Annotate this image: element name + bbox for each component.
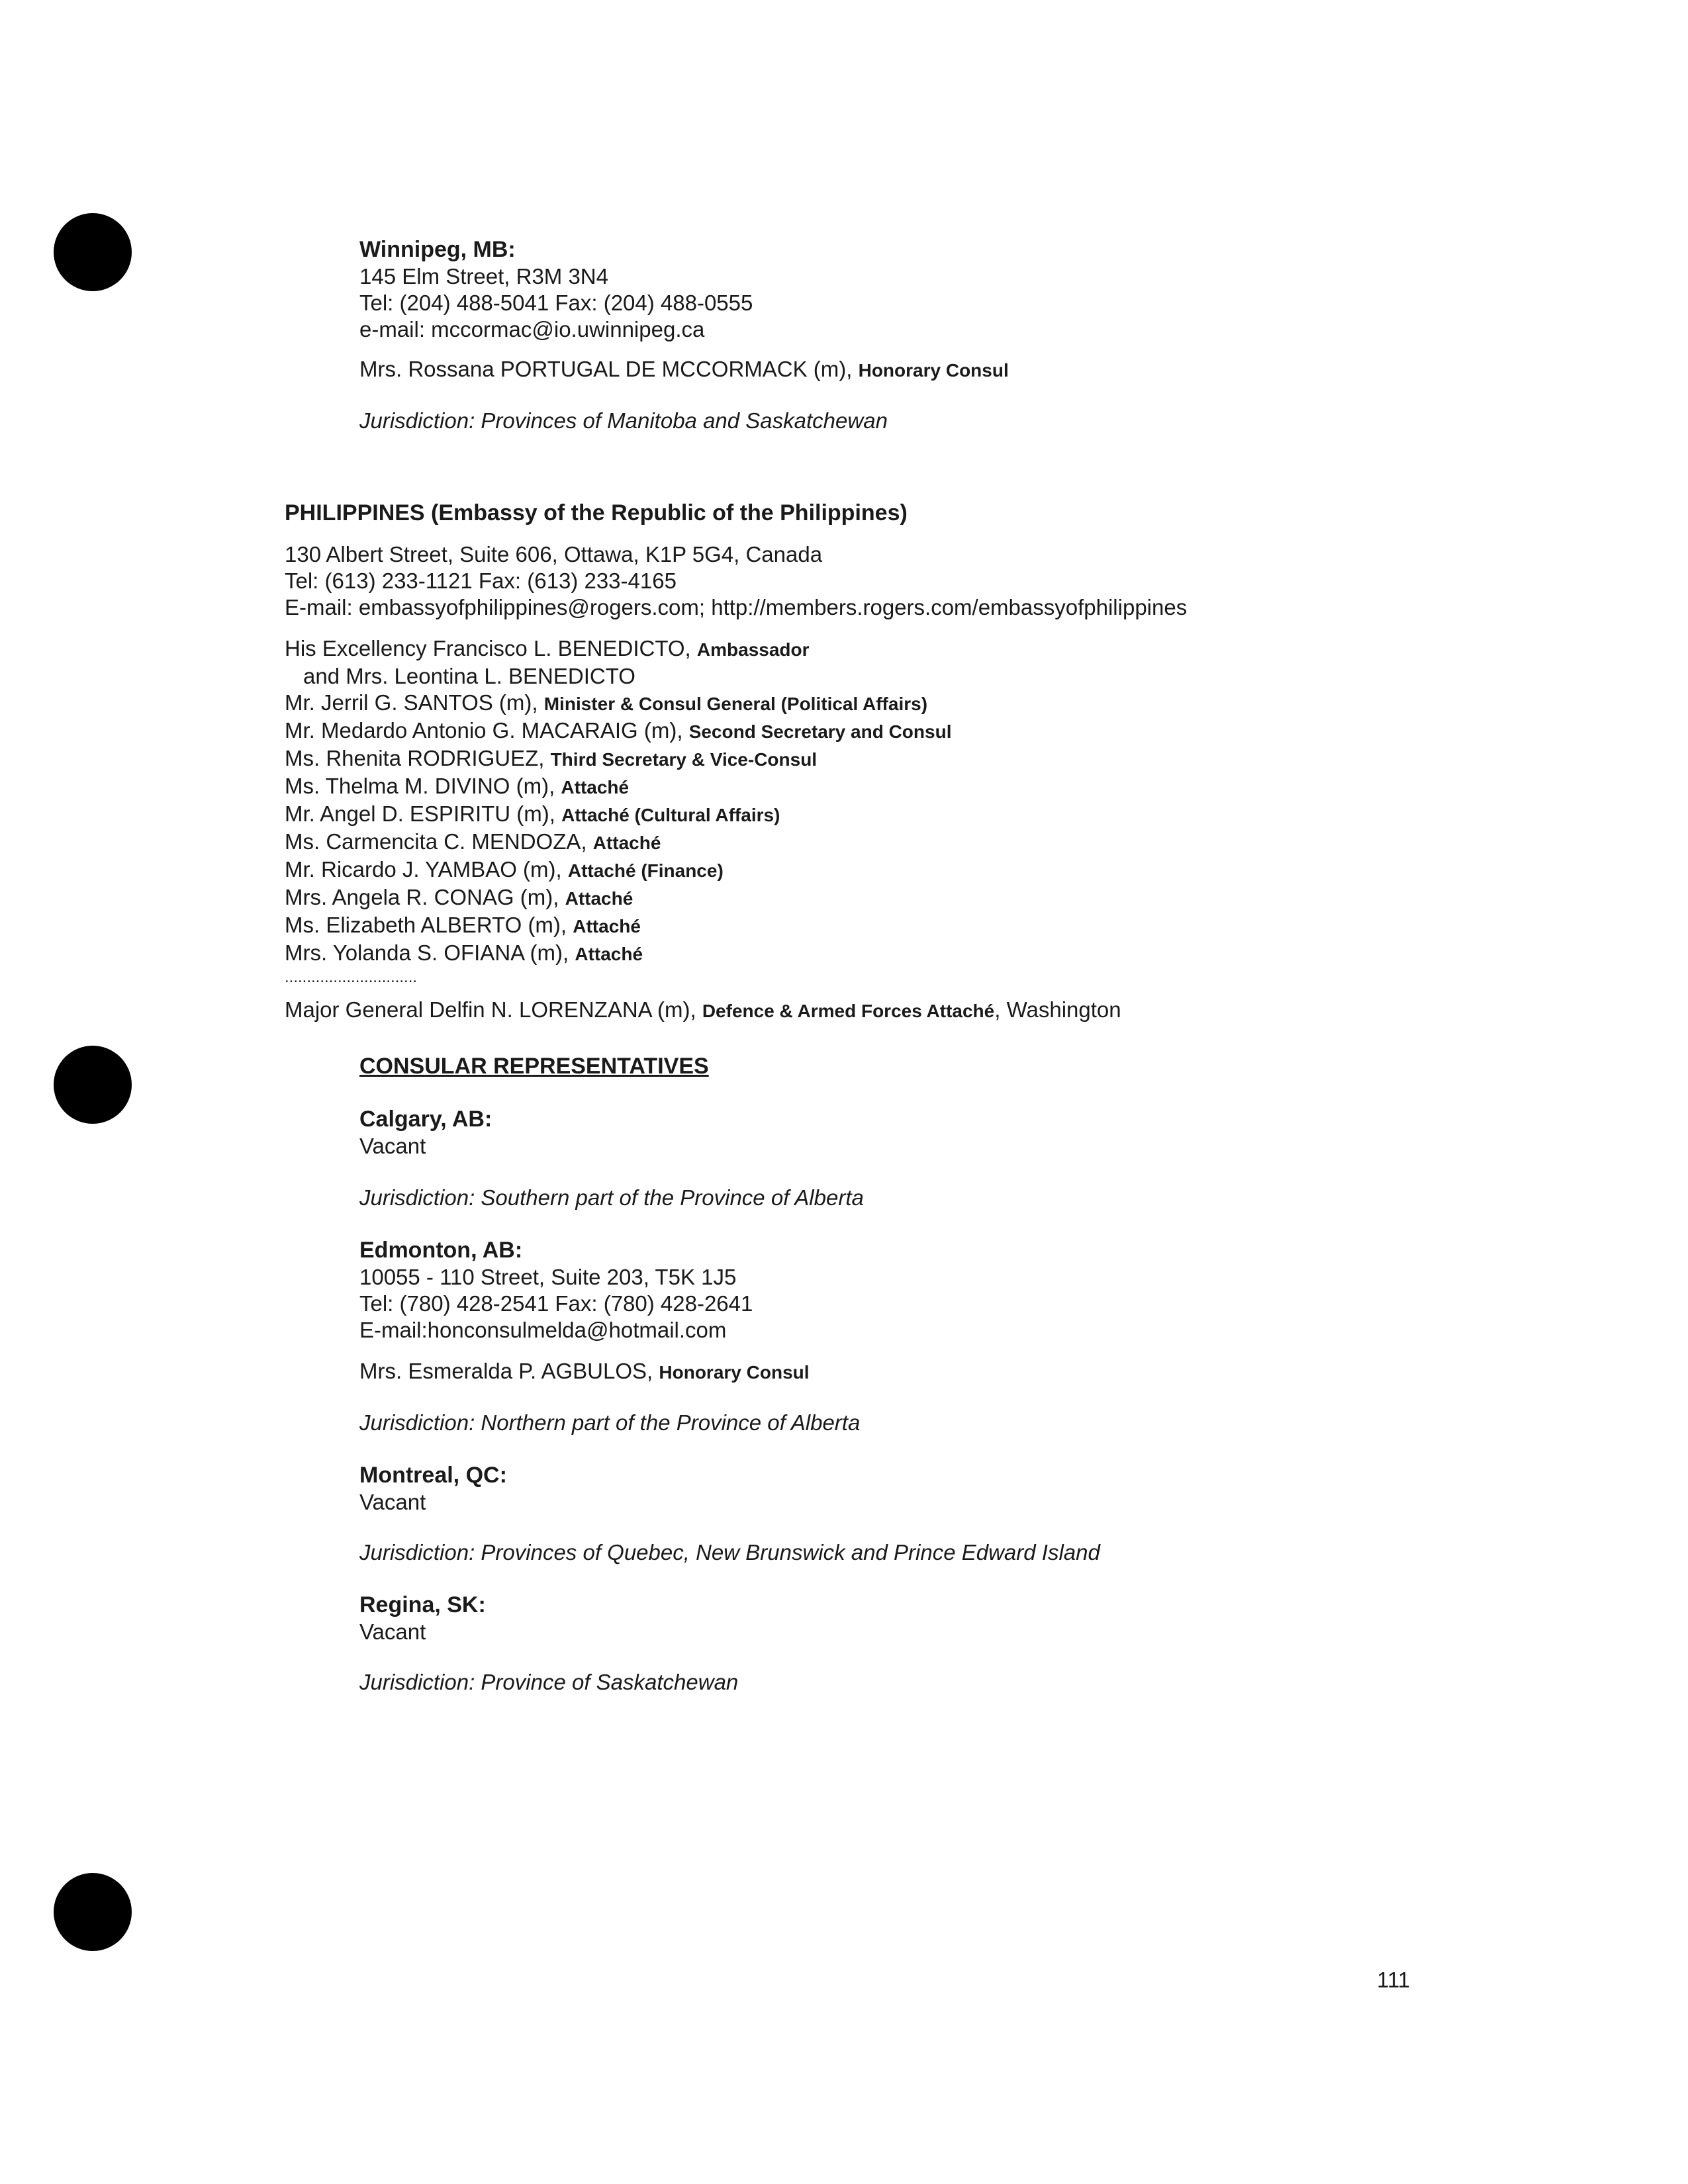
winnipeg-address: 145 Elm Street, R3M 3N4 xyxy=(359,264,608,289)
staff-row xyxy=(285,801,1187,829)
staff-name: Ms. Elizabeth ALBERTO (m), xyxy=(285,913,573,937)
staff-title: Attaché xyxy=(575,944,643,964)
defence-attache-name: Major General Delfin N. LORENZANA (m), xyxy=(285,997,702,1022)
ambassador-title: Ambassador xyxy=(696,639,810,660)
edmonton-tel: Tel: (780) 428-2541 Fax: (780) 428-2641 xyxy=(359,1291,753,1316)
staff-row xyxy=(285,829,1187,856)
edmonton-jurisdiction: Jurisdiction: Northern part of the Province of Alberta xyxy=(359,1410,861,1435)
staff-row xyxy=(285,940,1187,968)
staff-title: Second Secretary and Consul xyxy=(688,721,952,742)
consular-heading: CONSULAR REPRESENTATIVES xyxy=(359,1054,709,1079)
staff-title: Attaché (Finance) xyxy=(567,860,724,881)
winnipeg-section xyxy=(359,236,1009,434)
binder-hole-middle xyxy=(54,1046,132,1124)
defence-attache-line xyxy=(285,997,1187,1024)
consular-section xyxy=(359,1052,1100,1696)
embassy-heading: PHILIPPINES (Embassy of the Republic of the Philippines) xyxy=(285,500,908,525)
staff-row xyxy=(285,717,1187,745)
embassy-email: E-mail: embassyofphilippines@rogers.com; http://members.rogers.com/embassyofphilippines xyxy=(285,595,1188,619)
montreal-jurisdiction: Jurisdiction: Provinces of Quebec, New Brunswick and Prince Edward Island xyxy=(359,1540,1100,1565)
ambassador-spouse: and Mrs. Leontina L. BENEDICTO xyxy=(303,664,635,688)
winnipeg-email: e-mail: mccormac@io.uwinnipeg.ca xyxy=(359,317,705,341)
staff-title: Minister & Consul General (Political Affairs) xyxy=(543,694,928,714)
winnipeg-tel: Tel: (204) 488-5041 Fax: (204) 488-0555 xyxy=(359,291,753,315)
staff-title: Attaché xyxy=(561,777,630,797)
staff-row xyxy=(285,884,1187,912)
staff-name: Mr. Jerril G. SANTOS (m), xyxy=(285,690,544,715)
staff-title: Attaché xyxy=(592,833,661,853)
staff-name: Mr. Angel D. ESPIRITU (m), xyxy=(285,801,562,826)
staff-title: Attaché (Cultural Affairs) xyxy=(561,805,780,825)
calgary-heading: Calgary, AB: xyxy=(359,1107,492,1132)
staff-title: Attaché xyxy=(573,916,641,936)
winnipeg-heading: Winnipeg, MB: xyxy=(359,237,516,262)
defence-attache-location: , Washington xyxy=(994,997,1121,1022)
staff-title: Attaché xyxy=(565,888,633,909)
embassy-section xyxy=(285,499,1187,1024)
edmonton-consul xyxy=(359,1358,1100,1386)
edmonton-consul-title: Honorary Consul xyxy=(659,1362,810,1383)
defence-attache-title: Defence & Armed Forces Attaché xyxy=(702,1001,995,1021)
edmonton-email: E-mail:honconsulmelda@hotmail.com xyxy=(359,1318,727,1342)
staff-row xyxy=(285,745,1187,773)
dotted-separator: .............................. xyxy=(285,968,418,986)
regina-jurisdiction: Jurisdiction: Province of Saskatchewan xyxy=(359,1670,739,1694)
staff-name: Ms. Carmencita C. MENDOZA, xyxy=(285,829,593,854)
calgary-jurisdiction: Jurisdiction: Southern part of the Province of Alberta xyxy=(359,1185,864,1210)
staff-name: Mr. Medardo Antonio G. MACARAIG (m), xyxy=(285,718,689,743)
winnipeg-consul xyxy=(359,356,1009,384)
regina-status: Vacant xyxy=(359,1619,426,1644)
staff-name: Mrs. Angela R. CONAG (m), xyxy=(285,885,565,909)
embassy-tel: Tel: (613) 233-1121 Fax: (613) 233-4165 xyxy=(285,569,677,593)
staff-row xyxy=(285,690,1187,717)
embassy-address: 130 Albert Street, Suite 606, Ottawa, K1P 5G4, Canada xyxy=(285,542,823,567)
edmonton-address: 10055 - 110 Street, Suite 203, T5K 1J5 xyxy=(359,1265,737,1289)
binder-hole-top xyxy=(54,213,132,291)
page-number: 111 xyxy=(1377,1968,1411,1992)
winnipeg-jurisdiction: Jurisdiction: Provinces of Manitoba and Saskatchewan xyxy=(359,408,888,433)
staff-name: Mrs. Yolanda S. OFIANA (m), xyxy=(285,940,575,965)
montreal-heading: Montreal, QC: xyxy=(359,1463,507,1488)
staff-row xyxy=(285,773,1187,801)
staff-name: Ms. Rhenita RODRIGUEZ, xyxy=(285,746,551,770)
montreal-status: Vacant xyxy=(359,1490,426,1514)
edmonton-consul-name: Mrs. Esmeralda P. AGBULOS, xyxy=(359,1359,659,1383)
staff-row xyxy=(285,856,1187,884)
staff-row xyxy=(285,912,1187,940)
ambassador-name: His Excellency Francisco L. BENEDICTO, xyxy=(285,636,697,660)
staff-name: Mr. Ricardo J. YAMBAO (m), xyxy=(285,857,568,882)
edmonton-heading: Edmonton, AB: xyxy=(359,1238,523,1263)
regina-heading: Regina, SK: xyxy=(359,1592,486,1617)
staff-title: Third Secretary & Vice-Consul xyxy=(550,749,818,770)
calgary-status: Vacant xyxy=(359,1134,426,1158)
ambassador-line xyxy=(285,635,1187,663)
binder-hole-bottom xyxy=(54,1873,132,1951)
staff-name: Ms. Thelma M. DIVINO (m), xyxy=(285,774,561,798)
winnipeg-consul-name: Mrs. Rossana PORTUGAL DE MCCORMACK (m), xyxy=(359,357,859,381)
winnipeg-consul-title: Honorary Consul xyxy=(858,360,1009,381)
